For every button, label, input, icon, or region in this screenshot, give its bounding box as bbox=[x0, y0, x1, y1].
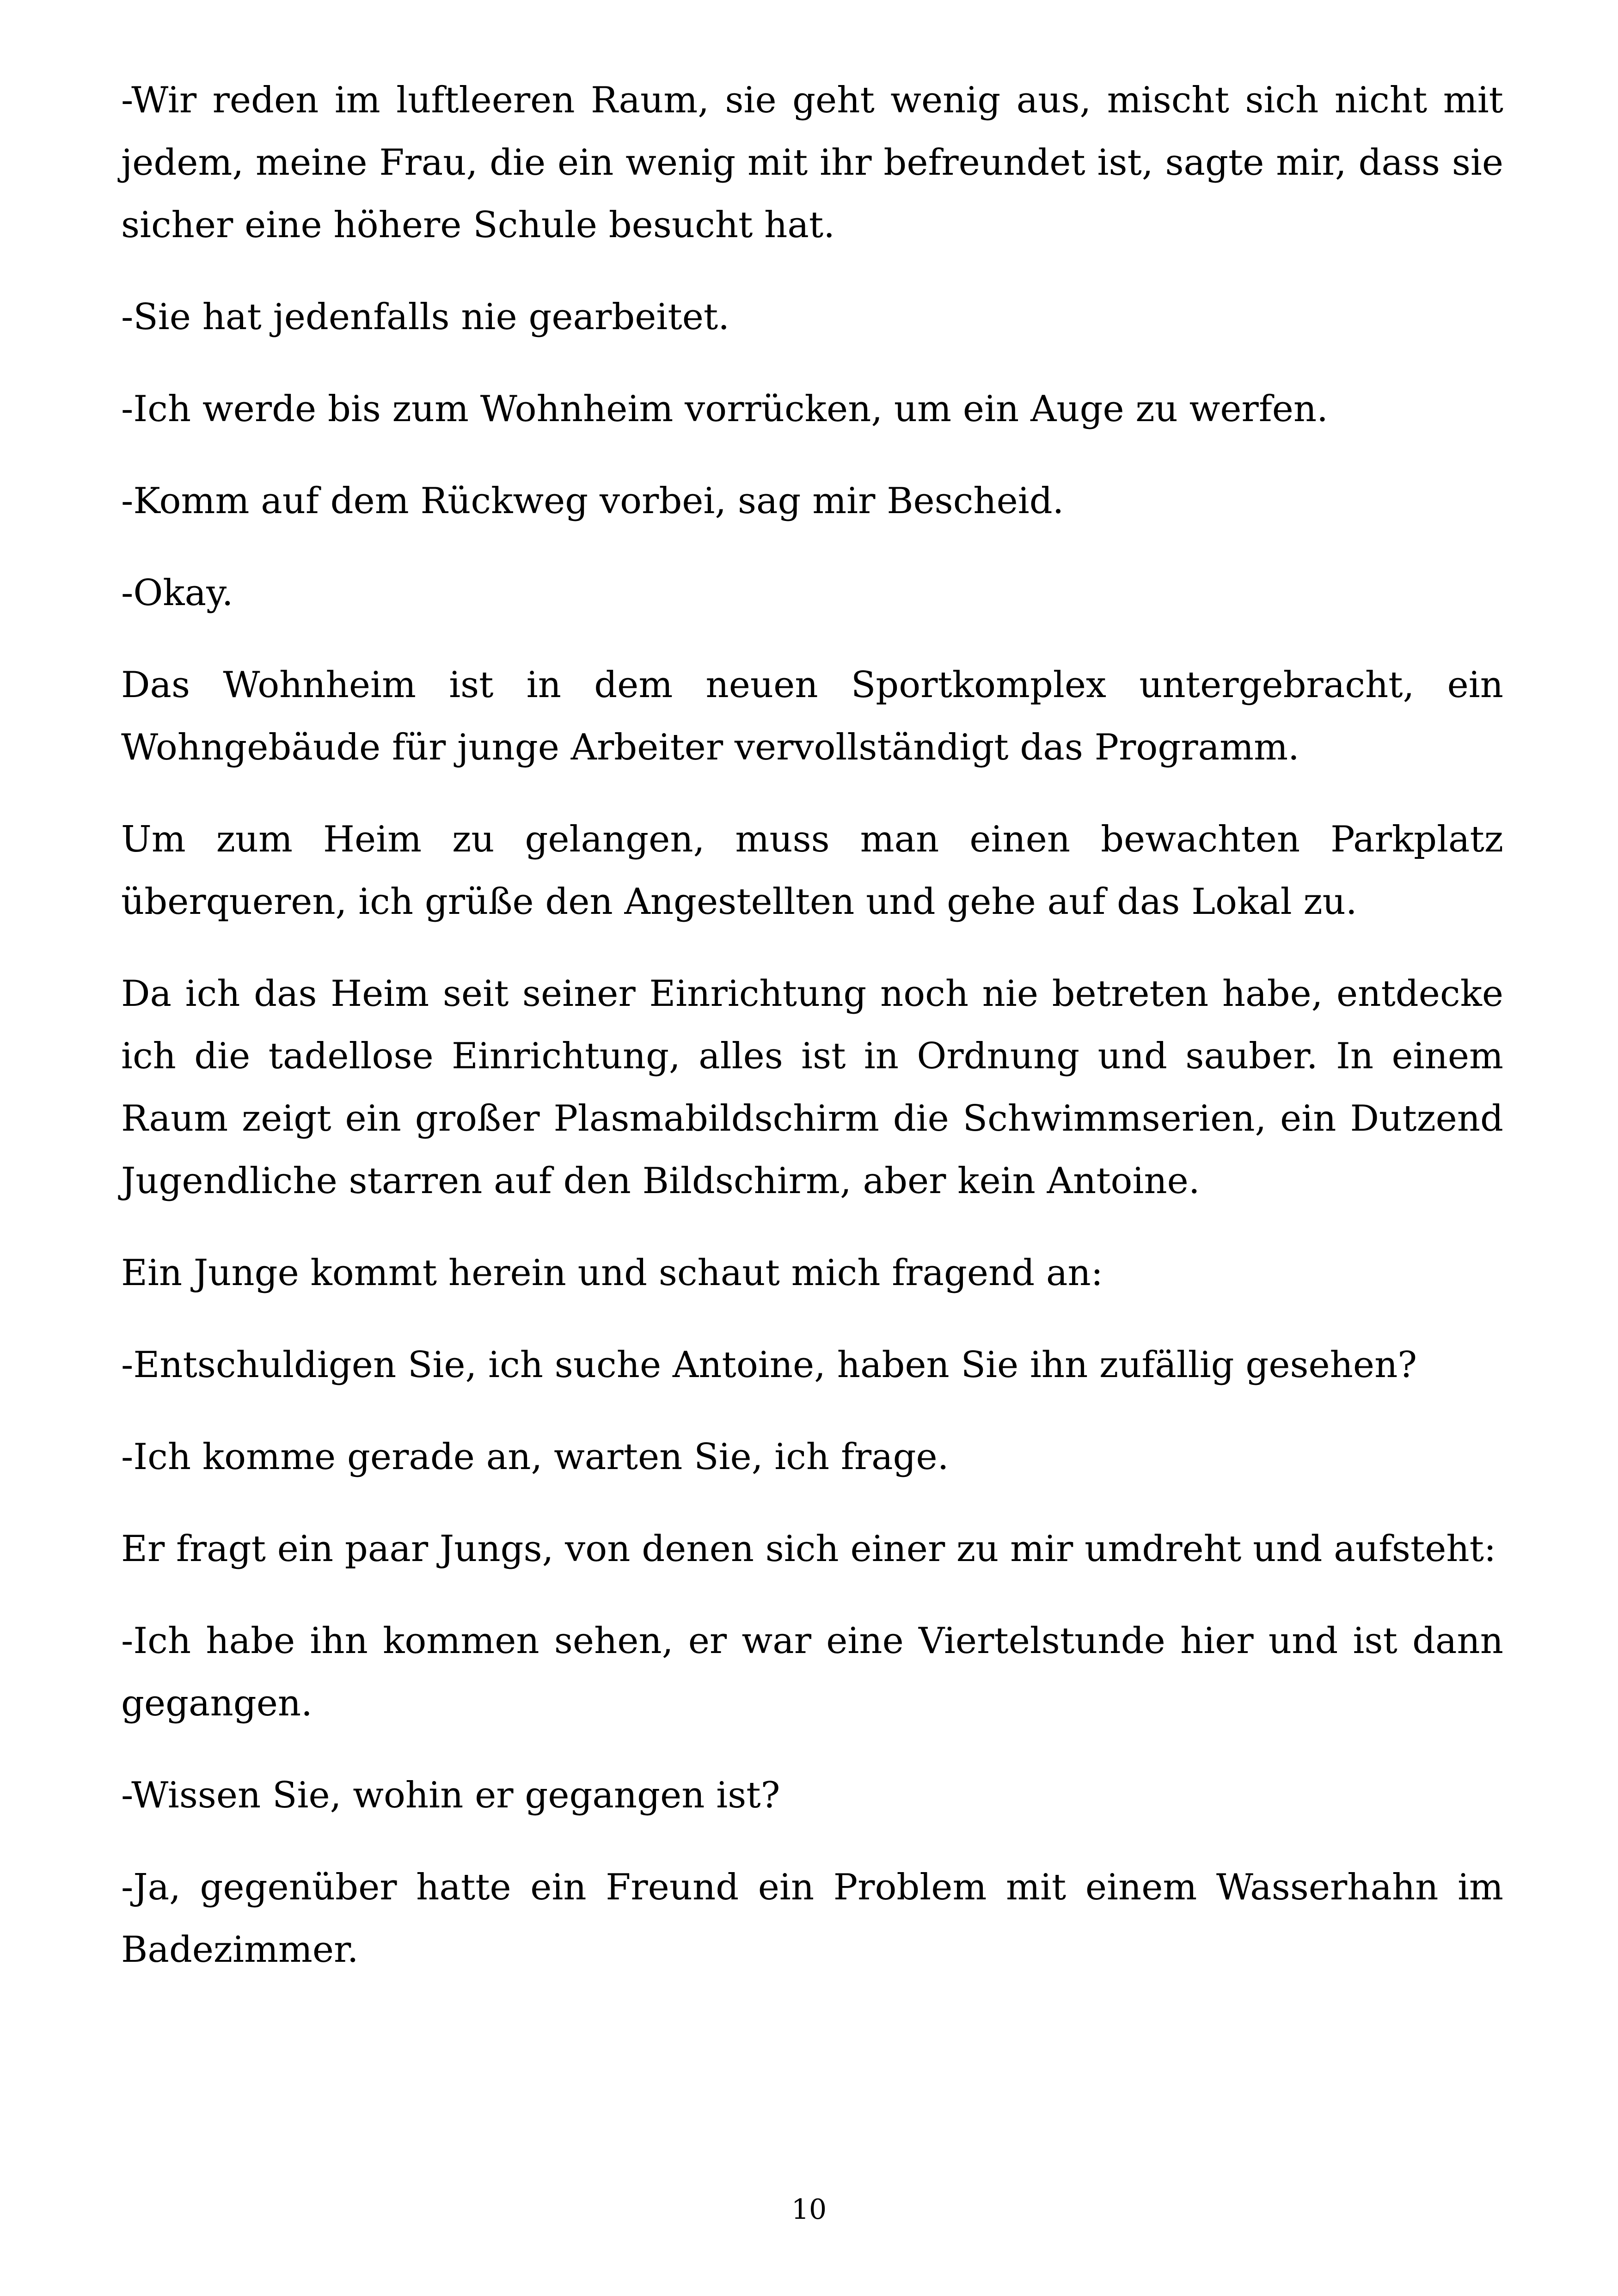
paragraph: -Sie hat jedenfalls nie gearbeitet. bbox=[121, 296, 730, 338]
paragraph: Er fragt ein paar Jungs, von denen sich einer zu mir umdreht und aufsteht: bbox=[121, 1528, 1496, 1570]
paragraph: Um zum Heim zu gelangen, muss man einen bewachten Parkplatz überqueren, ich grüße den Angestellten und gehe auf das Lokal zu. bbox=[121, 819, 1503, 923]
paragraph: -Wissen Sie, wohin er gegangen ist? bbox=[121, 1775, 780, 1816]
paragraph: Da ich das Heim seit seiner Einrichtung noch nie betreten habe, entdecke ich die tadellose Einrichtung, alles ist in Ordnung und sauber. In einem Raum zeigt ein großer Plasmabildschirm die Schwimmserien, ein Dutzend Jugendliche starren auf den Bildschirm, aber kein Antoine. bbox=[121, 973, 1503, 1202]
paragraph: -Okay. bbox=[121, 572, 233, 614]
page-number: 10 bbox=[791, 2193, 827, 2226]
paragraph: -Komm auf dem Rückweg vorbei, sag mir Bescheid. bbox=[121, 480, 1064, 522]
paragraph: -Ich werde bis zum Wohnheim vorrücken, um ein Auge zu werfen. bbox=[121, 388, 1328, 430]
paragraph: -Ich komme gerade an, warten Sie, ich frage. bbox=[121, 1436, 949, 1478]
paragraph: -Ich habe ihn kommen sehen, er war eine Viertelstunde hier und ist dann gegangen. bbox=[121, 1620, 1503, 1724]
paragraph: -Wir reden im luftleeren Raum, sie geht wenig aus, mischt sich nicht mit jedem, meine Frau, die ein wenig mit ihr befreundet ist, sagte mir, dass sie sicher eine höhere Schule besucht hat. bbox=[121, 80, 1503, 246]
page-body bbox=[121, 69, 1503, 2011]
paragraph: Ein Junge kommt herein und schaut mich fragend an: bbox=[121, 1252, 1103, 1294]
paragraph: -Entschuldigen Sie, ich suche Antoine, haben Sie ihn zufällig gesehen? bbox=[121, 1344, 1417, 1386]
paragraph: -Ja, gegenüber hatte ein Freund ein Problem mit einem Wasserhahn im Badezimmer. bbox=[121, 1867, 1503, 1971]
paragraph: Das Wohnheim ist in dem neuen Sportkomplex untergebracht, ein Wohngebäude für junge Arbeiter vervollständigt das Programm. bbox=[121, 664, 1503, 768]
